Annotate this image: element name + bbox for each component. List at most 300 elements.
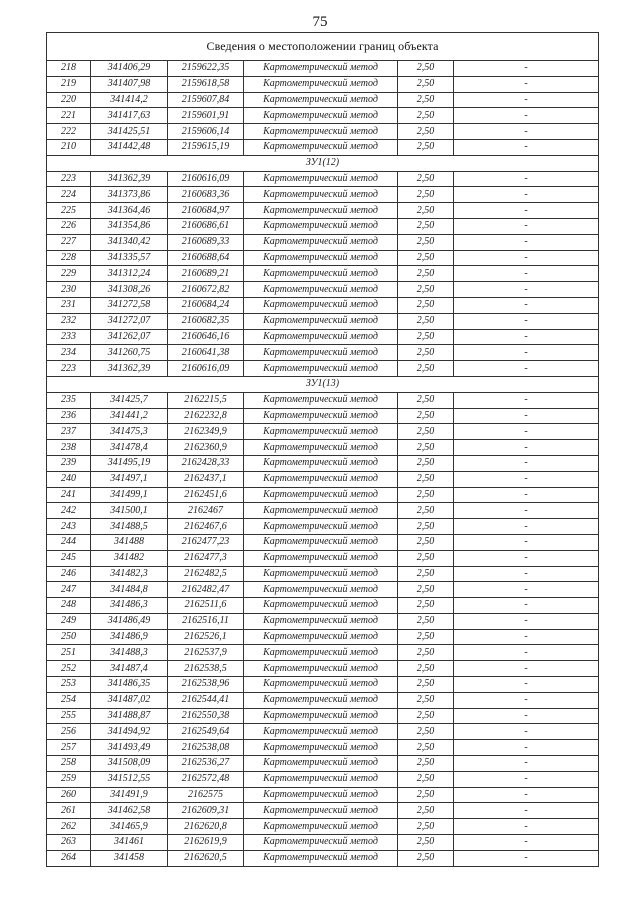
x-coordinate-cell: 341335,57 — [91, 250, 168, 266]
accuracy-cell: 2,50 — [398, 645, 454, 661]
accuracy-cell: 2,50 — [398, 392, 454, 408]
x-coordinate-cell: 341354,86 — [91, 218, 168, 234]
table-row — [47, 203, 599, 219]
boundary-table — [46, 32, 599, 867]
method-cell: Картометрический метод — [244, 108, 398, 124]
table-row — [47, 803, 599, 819]
y-coordinate-cell: 2162538,5 — [168, 661, 244, 677]
x-coordinate-cell: 341364,46 — [91, 203, 168, 219]
accuracy-cell: 2,50 — [398, 803, 454, 819]
y-coordinate-cell: 2160616,09 — [168, 171, 244, 187]
y-coordinate-cell: 2160686,61 — [168, 218, 244, 234]
method-cell: Картометрический метод — [244, 645, 398, 661]
table-row — [47, 297, 599, 313]
method-cell: Картометрический метод — [244, 487, 398, 503]
point-number-cell: 243 — [47, 519, 91, 535]
method-cell: Картометрический метод — [244, 613, 398, 629]
accuracy-cell: 2,50 — [398, 424, 454, 440]
y-coordinate-cell: 2160641,38 — [168, 345, 244, 361]
x-coordinate-cell: 341407,98 — [91, 76, 168, 92]
method-cell: Картометрический метод — [244, 455, 398, 471]
point-number-cell: 246 — [47, 566, 91, 582]
method-cell: Картометрический метод — [244, 124, 398, 140]
accuracy-cell: 2,50 — [398, 266, 454, 282]
method-cell: Картометрический метод — [244, 534, 398, 550]
table-row — [47, 582, 599, 598]
table-row — [47, 266, 599, 282]
y-coordinate-cell: 2162428,33 — [168, 455, 244, 471]
accuracy-cell: 2,50 — [398, 139, 454, 155]
method-cell: Картометрический метод — [244, 819, 398, 835]
description-cell: - — [454, 313, 599, 329]
table-row — [47, 519, 599, 535]
x-coordinate-cell: 341475,3 — [91, 424, 168, 440]
x-coordinate-cell: 341462,58 — [91, 803, 168, 819]
table-row — [47, 76, 599, 92]
description-cell: - — [454, 487, 599, 503]
accuracy-cell: 2,50 — [398, 519, 454, 535]
accuracy-cell: 2,50 — [398, 566, 454, 582]
method-cell: Картометрический метод — [244, 771, 398, 787]
accuracy-cell: 2,50 — [398, 708, 454, 724]
method-cell: Картометрический метод — [244, 850, 398, 866]
description-cell: - — [454, 424, 599, 440]
method-cell: Картометрический метод — [244, 408, 398, 424]
description-cell: - — [454, 171, 599, 187]
description-cell: - — [454, 519, 599, 535]
accuracy-cell: 2,50 — [398, 361, 454, 377]
point-number-cell: 245 — [47, 550, 91, 566]
method-cell: Картометрический метод — [244, 234, 398, 250]
method-cell: Картометрический метод — [244, 76, 398, 92]
method-cell: Картометрический метод — [244, 392, 398, 408]
point-number-cell: 249 — [47, 613, 91, 629]
y-coordinate-cell: 2160672,82 — [168, 282, 244, 298]
accuracy-cell: 2,50 — [398, 487, 454, 503]
table-row — [47, 187, 599, 203]
method-cell: Картометрический метод — [244, 92, 398, 108]
point-number-cell: 241 — [47, 487, 91, 503]
description-cell: - — [454, 187, 599, 203]
x-coordinate-cell: 341458 — [91, 850, 168, 866]
y-coordinate-cell: 2162360,9 — [168, 440, 244, 456]
point-number-cell: 262 — [47, 819, 91, 835]
accuracy-cell: 2,50 — [398, 850, 454, 866]
y-coordinate-cell: 2162620,8 — [168, 819, 244, 835]
x-coordinate-cell: 341508,09 — [91, 756, 168, 772]
y-coordinate-cell: 2162467,6 — [168, 519, 244, 535]
method-cell: Картометрический метод — [244, 203, 398, 219]
description-cell: - — [454, 582, 599, 598]
table-row — [47, 329, 599, 345]
x-coordinate-cell: 341482 — [91, 550, 168, 566]
accuracy-cell: 2,50 — [398, 677, 454, 693]
y-coordinate-cell: 2160684,24 — [168, 297, 244, 313]
description-cell: - — [454, 566, 599, 582]
point-number-cell: 237 — [47, 424, 91, 440]
table-row — [47, 819, 599, 835]
method-cell: Картометрический метод — [244, 139, 398, 155]
group-header-row — [47, 155, 599, 171]
method-cell: Картометрический метод — [244, 345, 398, 361]
table-row — [47, 613, 599, 629]
y-coordinate-cell: 2162538,08 — [168, 740, 244, 756]
y-coordinate-cell: 2162550,38 — [168, 708, 244, 724]
y-coordinate-cell: 2162549,64 — [168, 724, 244, 740]
description-cell: - — [454, 250, 599, 266]
x-coordinate-cell: 341441,2 — [91, 408, 168, 424]
point-number-cell: 260 — [47, 787, 91, 803]
point-number-cell: 240 — [47, 471, 91, 487]
table-row — [47, 471, 599, 487]
y-coordinate-cell: 2160646,16 — [168, 329, 244, 345]
table-row — [47, 250, 599, 266]
x-coordinate-cell: 341499,1 — [91, 487, 168, 503]
table-row — [47, 408, 599, 424]
y-coordinate-cell: 2162536,27 — [168, 756, 244, 772]
y-coordinate-cell: 2162609,31 — [168, 803, 244, 819]
table-row — [47, 139, 599, 155]
method-cell: Картометрический метод — [244, 61, 398, 77]
point-number-cell: 264 — [47, 850, 91, 866]
point-number-cell: 257 — [47, 740, 91, 756]
point-number-cell: 223 — [47, 361, 91, 377]
description-cell: - — [454, 471, 599, 487]
point-number-cell: 258 — [47, 756, 91, 772]
description-cell: - — [454, 661, 599, 677]
y-coordinate-cell: 2159601,91 — [168, 108, 244, 124]
method-cell: Картометрический метод — [244, 677, 398, 693]
y-coordinate-cell: 2162620,5 — [168, 850, 244, 866]
x-coordinate-cell: 341500,1 — [91, 503, 168, 519]
y-coordinate-cell: 2162537,9 — [168, 645, 244, 661]
x-coordinate-cell: 341484,8 — [91, 582, 168, 598]
y-coordinate-cell: 2162477,3 — [168, 550, 244, 566]
x-coordinate-cell: 341512,55 — [91, 771, 168, 787]
description-cell: - — [454, 503, 599, 519]
description-cell: - — [454, 76, 599, 92]
x-coordinate-cell: 341414,2 — [91, 92, 168, 108]
point-number-cell: 227 — [47, 234, 91, 250]
x-coordinate-cell: 341488 — [91, 534, 168, 550]
table-row — [47, 550, 599, 566]
description-cell: - — [454, 234, 599, 250]
accuracy-cell: 2,50 — [398, 550, 454, 566]
page-number: 75 — [312, 14, 328, 30]
accuracy-cell: 2,50 — [398, 471, 454, 487]
y-coordinate-cell: 2160689,21 — [168, 266, 244, 282]
x-coordinate-cell: 341272,07 — [91, 313, 168, 329]
point-number-cell: 220 — [47, 92, 91, 108]
y-coordinate-cell: 2162619,9 — [168, 835, 244, 851]
table-row — [47, 487, 599, 503]
description-cell: - — [454, 756, 599, 772]
accuracy-cell: 2,50 — [398, 250, 454, 266]
table-row — [47, 440, 599, 456]
description-cell: - — [454, 771, 599, 787]
x-coordinate-cell: 341260,75 — [91, 345, 168, 361]
point-number-cell: 230 — [47, 282, 91, 298]
y-coordinate-cell: 2162516,11 — [168, 613, 244, 629]
x-coordinate-cell: 341478,4 — [91, 440, 168, 456]
x-coordinate-cell: 341442,48 — [91, 139, 168, 155]
table-row — [47, 313, 599, 329]
point-number-cell: 244 — [47, 534, 91, 550]
accuracy-cell: 2,50 — [398, 234, 454, 250]
accuracy-cell: 2,50 — [398, 503, 454, 519]
point-number-cell: 250 — [47, 629, 91, 645]
table-row — [47, 61, 599, 77]
method-cell: Картометрический метод — [244, 566, 398, 582]
point-number-cell: 235 — [47, 392, 91, 408]
table-row — [47, 282, 599, 298]
y-coordinate-cell: 2162511,6 — [168, 598, 244, 614]
accuracy-cell: 2,50 — [398, 329, 454, 345]
method-cell: Картометрический метод — [244, 756, 398, 772]
x-coordinate-cell: 341373,86 — [91, 187, 168, 203]
description-cell: - — [454, 61, 599, 77]
y-coordinate-cell: 2162482,5 — [168, 566, 244, 582]
point-number-cell: 261 — [47, 803, 91, 819]
x-coordinate-cell: 341495,19 — [91, 455, 168, 471]
accuracy-cell: 2,50 — [398, 61, 454, 77]
table-row — [47, 424, 599, 440]
x-coordinate-cell: 341487,02 — [91, 692, 168, 708]
accuracy-cell: 2,50 — [398, 282, 454, 298]
y-coordinate-cell: 2162215,5 — [168, 392, 244, 408]
description-cell: - — [454, 266, 599, 282]
description-cell: - — [454, 550, 599, 566]
table-row — [47, 756, 599, 772]
description-cell: - — [454, 692, 599, 708]
point-number-cell: 239 — [47, 455, 91, 471]
table-row — [47, 771, 599, 787]
x-coordinate-cell: 341417,63 — [91, 108, 168, 124]
description-cell: - — [454, 282, 599, 298]
point-number-cell: 255 — [47, 708, 91, 724]
group-label: ЗУ1(13) — [47, 376, 599, 392]
x-coordinate-cell: 341497,1 — [91, 471, 168, 487]
accuracy-cell: 2,50 — [398, 108, 454, 124]
accuracy-cell: 2,50 — [398, 787, 454, 803]
description-cell: - — [454, 345, 599, 361]
y-coordinate-cell: 2162232,8 — [168, 408, 244, 424]
y-coordinate-cell: 2160688,64 — [168, 250, 244, 266]
description-cell: - — [454, 108, 599, 124]
description-cell: - — [454, 677, 599, 693]
x-coordinate-cell: 341491,9 — [91, 787, 168, 803]
method-cell: Картометрический метод — [244, 297, 398, 313]
method-cell: Картометрический метод — [244, 282, 398, 298]
description-cell: - — [454, 440, 599, 456]
description-cell: - — [454, 329, 599, 345]
accuracy-cell: 2,50 — [398, 661, 454, 677]
description-cell: - — [454, 787, 599, 803]
method-cell: Картометрический метод — [244, 218, 398, 234]
x-coordinate-cell: 341362,39 — [91, 361, 168, 377]
point-number-cell: 256 — [47, 724, 91, 740]
accuracy-cell: 2,50 — [398, 187, 454, 203]
x-coordinate-cell: 341362,39 — [91, 171, 168, 187]
accuracy-cell: 2,50 — [398, 819, 454, 835]
table-row — [47, 692, 599, 708]
table-row — [47, 787, 599, 803]
point-number-cell: 221 — [47, 108, 91, 124]
method-cell: Картометрический метод — [244, 724, 398, 740]
point-number-cell: 232 — [47, 313, 91, 329]
y-coordinate-cell: 2160684,97 — [168, 203, 244, 219]
x-coordinate-cell: 341486,49 — [91, 613, 168, 629]
y-coordinate-cell: 2162544,41 — [168, 692, 244, 708]
description-cell: - — [454, 218, 599, 234]
table-row — [47, 850, 599, 866]
y-coordinate-cell: 2162467 — [168, 503, 244, 519]
accuracy-cell: 2,50 — [398, 724, 454, 740]
method-cell: Картометрический метод — [244, 787, 398, 803]
accuracy-cell: 2,50 — [398, 76, 454, 92]
accuracy-cell: 2,50 — [398, 345, 454, 361]
point-number-cell: 224 — [47, 187, 91, 203]
accuracy-cell: 2,50 — [398, 313, 454, 329]
point-number-cell: 219 — [47, 76, 91, 92]
description-cell: - — [454, 124, 599, 140]
point-number-cell: 229 — [47, 266, 91, 282]
point-number-cell: 223 — [47, 171, 91, 187]
y-coordinate-cell: 2162538,96 — [168, 677, 244, 693]
description-cell: - — [454, 455, 599, 471]
table-row — [47, 455, 599, 471]
accuracy-cell: 2,50 — [398, 582, 454, 598]
y-coordinate-cell: 2162575 — [168, 787, 244, 803]
table-row — [47, 503, 599, 519]
method-cell: Картометрический метод — [244, 361, 398, 377]
x-coordinate-cell: 341482,3 — [91, 566, 168, 582]
point-number-cell: 252 — [47, 661, 91, 677]
y-coordinate-cell: 2160683,36 — [168, 187, 244, 203]
point-number-cell: 253 — [47, 677, 91, 693]
description-cell: - — [454, 361, 599, 377]
accuracy-cell: 2,50 — [398, 740, 454, 756]
table-row — [47, 171, 599, 187]
accuracy-cell: 2,50 — [398, 203, 454, 219]
x-coordinate-cell: 341494,92 — [91, 724, 168, 740]
table-row — [47, 598, 599, 614]
description-cell: - — [454, 534, 599, 550]
accuracy-cell: 2,50 — [398, 124, 454, 140]
description-cell: - — [454, 819, 599, 835]
method-cell: Картометрический метод — [244, 629, 398, 645]
method-cell: Картометрический метод — [244, 171, 398, 187]
method-cell: Картометрический метод — [244, 835, 398, 851]
group-label: ЗУ1(12) — [47, 155, 599, 171]
y-coordinate-cell: 2160682,35 — [168, 313, 244, 329]
x-coordinate-cell: 341272,58 — [91, 297, 168, 313]
table-row — [47, 108, 599, 124]
method-cell: Картометрический метод — [244, 519, 398, 535]
table-row — [47, 345, 599, 361]
description-cell: - — [454, 392, 599, 408]
table-row — [47, 724, 599, 740]
point-number-cell: 225 — [47, 203, 91, 219]
table-row — [47, 218, 599, 234]
x-coordinate-cell: 341312,24 — [91, 266, 168, 282]
point-number-cell: 218 — [47, 61, 91, 77]
table-row — [47, 661, 599, 677]
point-number-cell: 259 — [47, 771, 91, 787]
description-cell: - — [454, 740, 599, 756]
x-coordinate-cell: 341425,51 — [91, 124, 168, 140]
accuracy-cell: 2,50 — [398, 613, 454, 629]
y-coordinate-cell: 2160689,33 — [168, 234, 244, 250]
method-cell: Картометрический метод — [244, 598, 398, 614]
table-row — [47, 708, 599, 724]
method-cell: Картометрический метод — [244, 424, 398, 440]
description-cell: - — [454, 139, 599, 155]
table-row — [47, 677, 599, 693]
method-cell: Картометрический метод — [244, 661, 398, 677]
point-number-cell: 248 — [47, 598, 91, 614]
description-cell: - — [454, 803, 599, 819]
accuracy-cell: 2,50 — [398, 835, 454, 851]
table-row — [47, 645, 599, 661]
method-cell: Картометрический метод — [244, 329, 398, 345]
point-number-cell: 254 — [47, 692, 91, 708]
y-coordinate-cell: 2162451,6 — [168, 487, 244, 503]
x-coordinate-cell: 341486,3 — [91, 598, 168, 614]
y-coordinate-cell: 2160616,09 — [168, 361, 244, 377]
accuracy-cell: 2,50 — [398, 692, 454, 708]
accuracy-cell: 2,50 — [398, 598, 454, 614]
table-row — [47, 740, 599, 756]
x-coordinate-cell: 341308,26 — [91, 282, 168, 298]
x-coordinate-cell: 341425,7 — [91, 392, 168, 408]
method-cell: Картометрический метод — [244, 313, 398, 329]
x-coordinate-cell: 341465,9 — [91, 819, 168, 835]
point-number-cell: 247 — [47, 582, 91, 598]
table-row — [47, 124, 599, 140]
point-number-cell: 233 — [47, 329, 91, 345]
x-coordinate-cell: 341487,4 — [91, 661, 168, 677]
point-number-cell: 222 — [47, 124, 91, 140]
x-coordinate-cell: 341262,07 — [91, 329, 168, 345]
accuracy-cell: 2,50 — [398, 455, 454, 471]
method-cell: Картометрический метод — [244, 550, 398, 566]
y-coordinate-cell: 2162526,1 — [168, 629, 244, 645]
x-coordinate-cell: 341488,5 — [91, 519, 168, 535]
accuracy-cell: 2,50 — [398, 171, 454, 187]
point-number-cell: 251 — [47, 645, 91, 661]
accuracy-cell: 2,50 — [398, 440, 454, 456]
accuracy-cell: 2,50 — [398, 408, 454, 424]
method-cell: Картометрический метод — [244, 250, 398, 266]
table-title-row — [47, 33, 599, 61]
method-cell: Картометрический метод — [244, 266, 398, 282]
point-number-cell: 226 — [47, 218, 91, 234]
point-number-cell: 210 — [47, 139, 91, 155]
accuracy-cell: 2,50 — [398, 629, 454, 645]
method-cell: Картометрический метод — [244, 187, 398, 203]
x-coordinate-cell: 341488,87 — [91, 708, 168, 724]
point-number-cell: 234 — [47, 345, 91, 361]
method-cell: Картометрический метод — [244, 692, 398, 708]
accuracy-cell: 2,50 — [398, 534, 454, 550]
description-cell: - — [454, 835, 599, 851]
point-number-cell: 231 — [47, 297, 91, 313]
point-number-cell: 236 — [47, 408, 91, 424]
accuracy-cell: 2,50 — [398, 756, 454, 772]
description-cell: - — [454, 598, 599, 614]
point-number-cell: 228 — [47, 250, 91, 266]
